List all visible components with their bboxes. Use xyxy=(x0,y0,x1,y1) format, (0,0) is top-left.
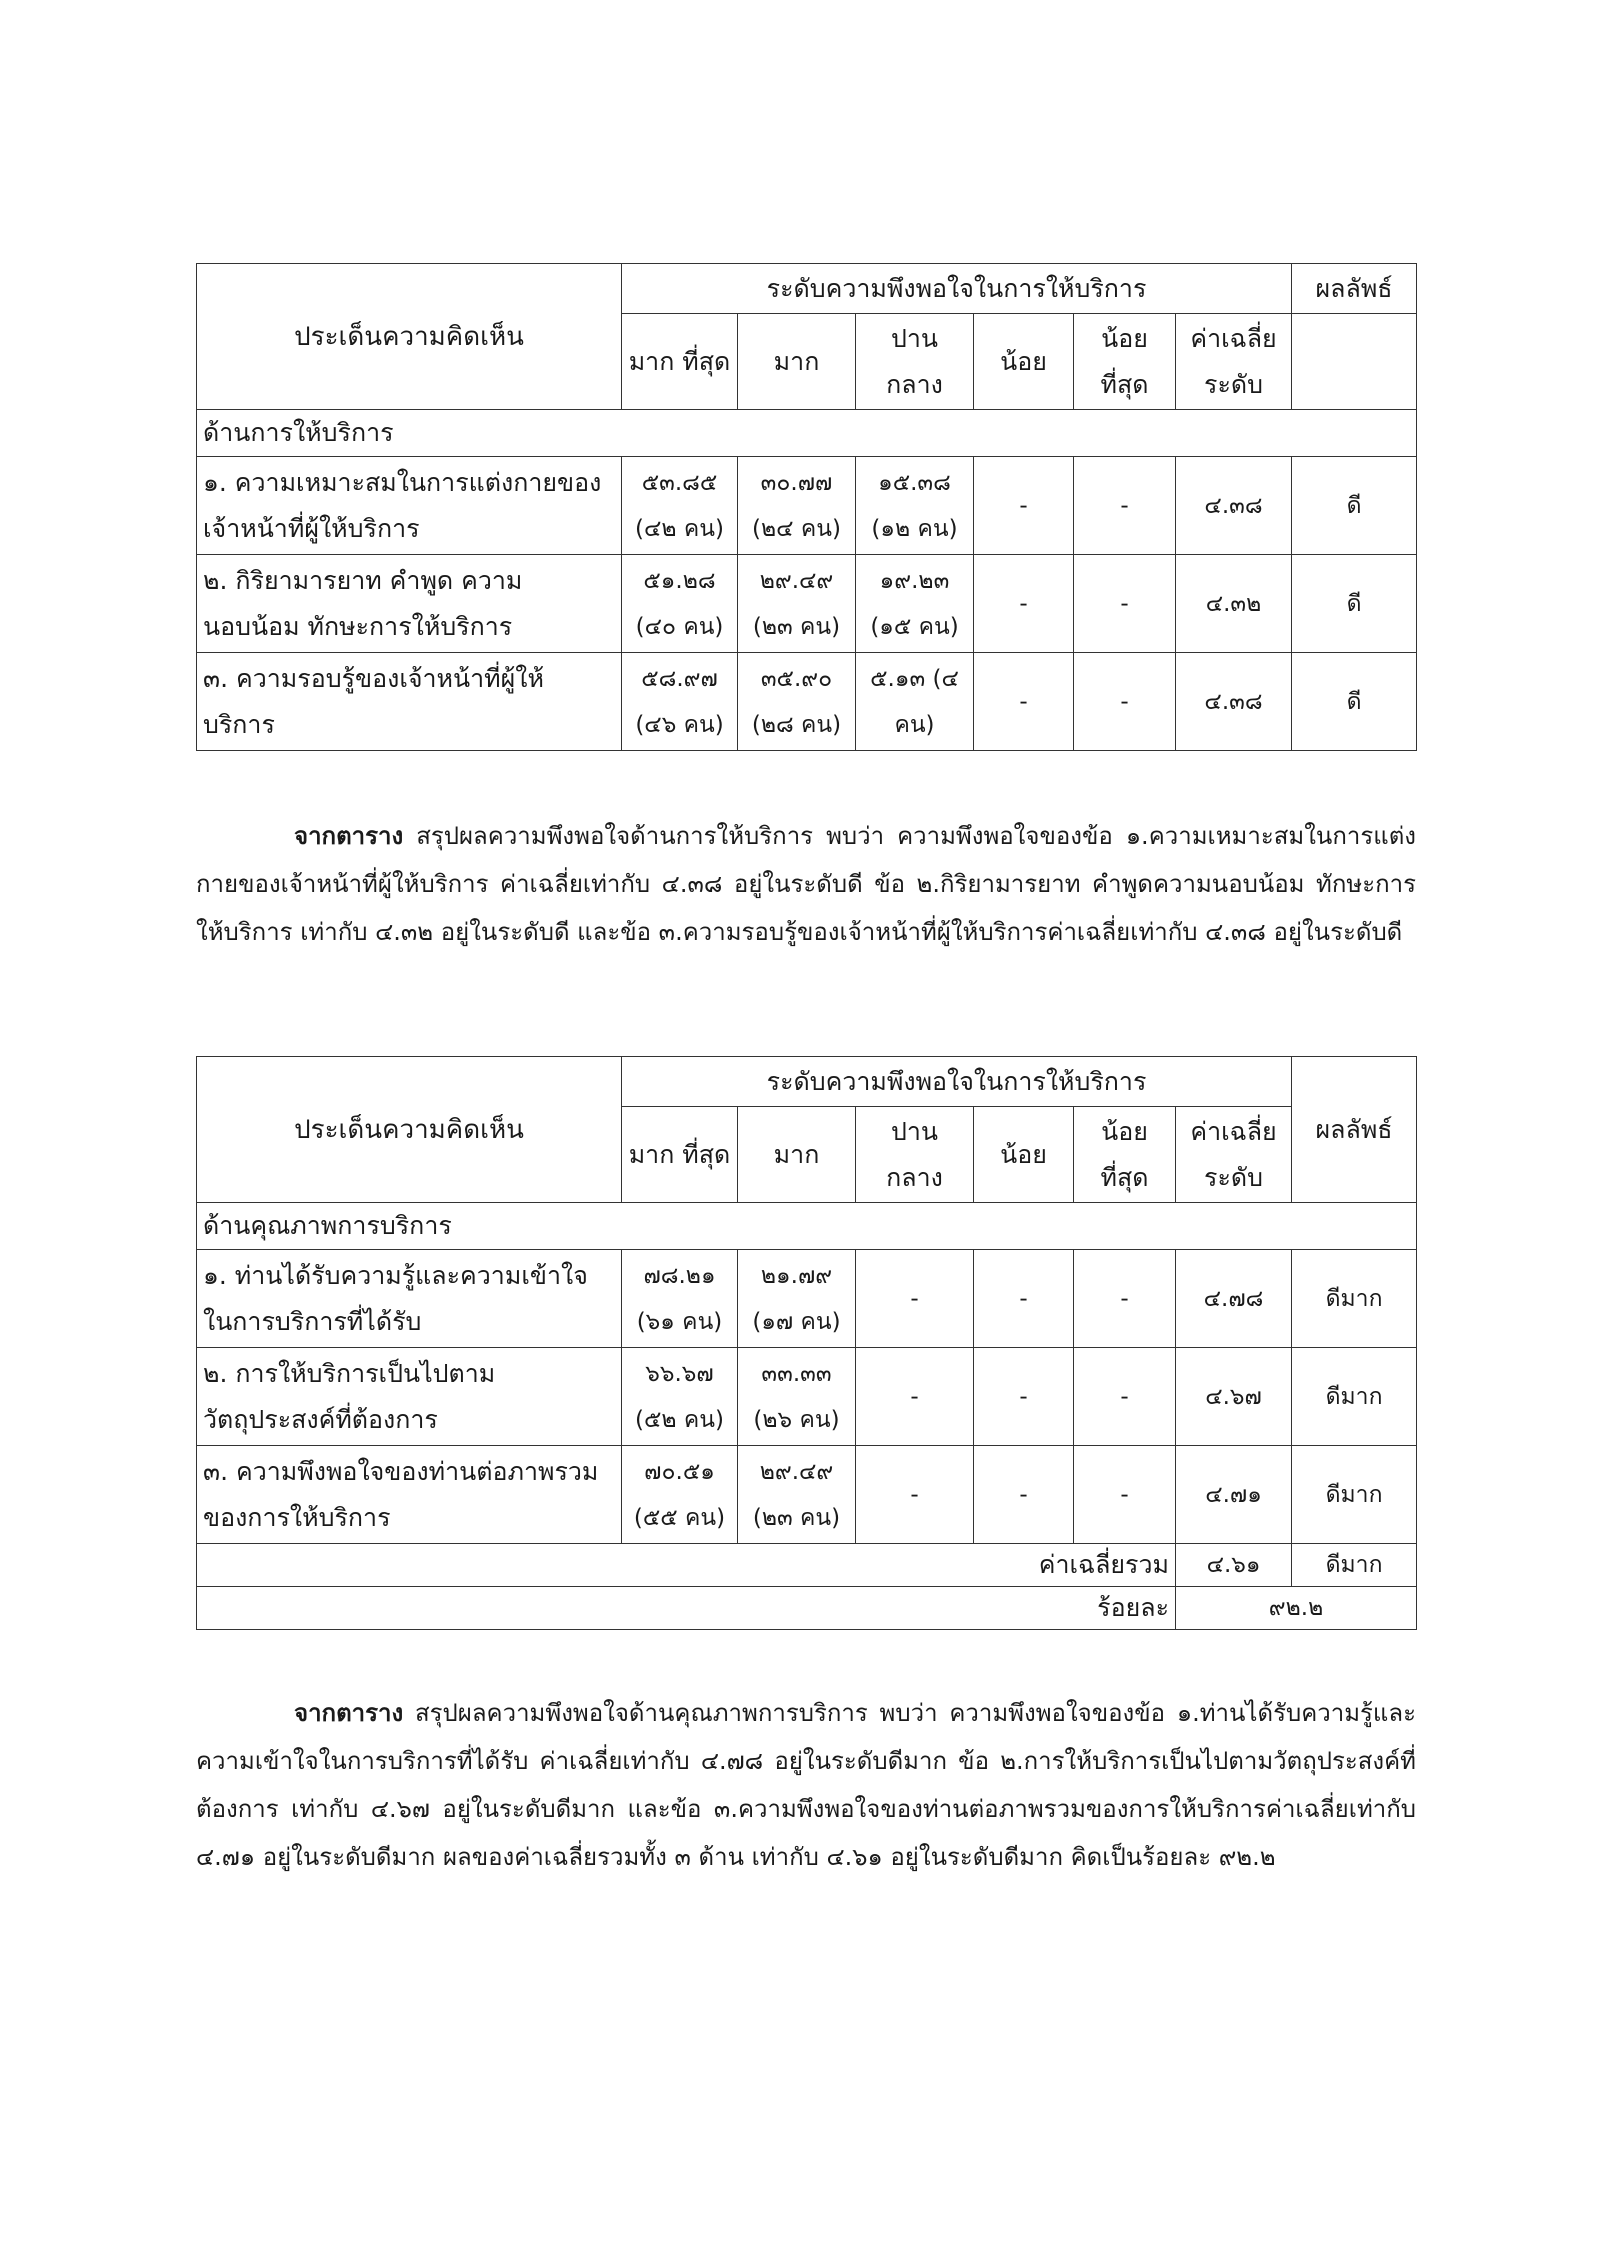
cell-result: ดีมาก xyxy=(1292,1446,1417,1544)
cell-much: ๓๕.๙๐ (๒๘ คน) xyxy=(738,653,856,751)
cell-average: ๔.๗๑ xyxy=(1176,1446,1292,1544)
cell-much: ๒๑.๗๙ (๑๗ คน) xyxy=(738,1250,856,1348)
table-row xyxy=(197,1348,1417,1446)
satisfaction-level-header: ระดับความพึงพอใจในการให้บริการ xyxy=(622,264,1292,314)
header-least: น้อย ที่สุด xyxy=(1074,1107,1176,1203)
result-header-blank xyxy=(1292,314,1417,410)
cell-most: ๗๘.๒๑ (๖๑ คน) xyxy=(622,1250,738,1348)
header-little: น้อย xyxy=(974,314,1074,410)
cell-much: ๒๙.๔๙ (๒๓ คน) xyxy=(738,1446,856,1544)
cell-average: ๔.๗๘ xyxy=(1176,1250,1292,1348)
row-item-label: ๒. กิริยามารยาท คำพูด ความนอบน้อม ทักษะการให้บริการ xyxy=(197,555,622,653)
header-average-level: ค่าเฉลี่ย ระดับ xyxy=(1176,1107,1292,1203)
cell-much: ๒๙.๔๙ (๒๓ คน) xyxy=(738,555,856,653)
table-row xyxy=(197,555,1417,653)
header-most: มาก ที่สุด xyxy=(622,314,738,410)
overall-average-value: ๔.๖๑ xyxy=(1176,1544,1292,1587)
header-moderate: ปาน กลาง xyxy=(856,1107,974,1203)
cell-least: - xyxy=(1074,1250,1176,1348)
cell-most: ๖๖.๖๗ (๕๒ คน) xyxy=(622,1348,738,1446)
cell-least: - xyxy=(1074,555,1176,653)
percentage-label: ร้อยละ xyxy=(197,1587,1176,1630)
result-header: ผลลัพธ์ xyxy=(1292,264,1417,314)
cell-much: ๓๐.๗๗ (๒๔ คน) xyxy=(738,457,856,555)
header-much: มาก xyxy=(738,1107,856,1203)
section-title: ด้านคุณภาพการบริการ xyxy=(197,1203,1417,1250)
row-item-label: ๓. ความรอบรู้ของเจ้าหน้าที่ผู้ให้บริการ xyxy=(197,653,622,751)
cell-little: - xyxy=(974,555,1074,653)
cell-least: - xyxy=(1074,1348,1176,1446)
percentage-value: ๙๒.๒ xyxy=(1176,1587,1417,1630)
header-most: มาก ที่สุด xyxy=(622,1107,738,1203)
section-title: ด้านการให้บริการ xyxy=(197,410,1417,457)
overall-average-label: ค่าเฉลี่ยรวม xyxy=(197,1544,1176,1587)
satisfaction-level-header: ระดับความพึงพอใจในการให้บริการ xyxy=(622,1057,1292,1107)
cell-moderate: ๑๕.๓๘ (๑๒ คน) xyxy=(856,457,974,555)
cell-result: ดีมาก xyxy=(1292,1250,1417,1348)
cell-result: ดี xyxy=(1292,555,1417,653)
cell-result: ดี xyxy=(1292,653,1417,751)
cell-moderate: - xyxy=(856,1446,974,1544)
cell-average: ๔.๓๘ xyxy=(1176,457,1292,555)
cell-moderate: - xyxy=(856,1250,974,1348)
paragraph-text: สรุปผลความพึงพอใจด้านคุณภาพการบริการ พบว่า ความพึงพอใจของข้อ ๑.ท่านได้รับความรู้และความเข้าใจในการบริการที่ได้รับ ค่าเฉลี่ยเท่ากับ ๔.๗๘ อยู่ในระดับดีมาก ข้อ ๒.การให้บริการเป็นไปตามวัตถุประสงค์ที่ต้องการ เท่ากับ ๔.๖๗ อยู่ในระดับดีมาก และข้อ ๓.ความพึงพอใจของท่านต่อภาพรวมของการให้บริการค่าเฉลี่ยเท่ากับ ๔.๗๑ อยู่ในระดับดีมาก ผลของค่าเฉลี่ยรวมทั้ง ๓ ด้าน เท่ากับ ๔.๖๑ อยู่ในระดับดีมาก คิดเป็นร้อยละ ๙๒.๒ xyxy=(196,1699,1416,1871)
cell-little: - xyxy=(974,653,1074,751)
cell-moderate: - xyxy=(856,1348,974,1446)
cell-least: - xyxy=(1074,1446,1176,1544)
paragraph-text: สรุปผลความพึงพอใจด้านการให้บริการ พบว่า ความพึงพอใจของข้อ ๑.ความเหมาะสมในการแต่งกายของเจ้าหน้าที่ผู้ให้บริการ ค่าเฉลี่ยเท่ากับ ๔.๓๘ อยู่ในระดับดี ข้อ ๒.กิริยามารยาท คำพูดความนอบน้อม ทักษะการให้บริการ เท่ากับ ๔.๓๒ อยู่ในระดับดี และข้อ ๓.ความรอบรู้ของเจ้าหน้าที่ผู้ให้บริการค่าเฉลี่ยเท่ากับ ๔.๓๘ อยู่ในระดับดี xyxy=(196,822,1416,946)
row-item-label: ๑. ท่านได้รับความรู้และความเข้าใจในการบริการที่ได้รับ xyxy=(197,1250,622,1348)
row-item-label: ๓. ความพึงพอใจของท่านต่อภาพรวมของการให้บริการ xyxy=(197,1446,622,1544)
paragraph-lead: จากตาราง xyxy=(294,1699,404,1727)
cell-little: - xyxy=(974,457,1074,555)
table-row xyxy=(197,1446,1417,1544)
row-item-label: ๑. ความเหมาะสมในการแต่งกายของเจ้าหน้าที่ผู้ให้บริการ xyxy=(197,457,622,555)
cell-moderate: ๑๙.๒๓ (๑๕ คน) xyxy=(856,555,974,653)
cell-little: - xyxy=(974,1446,1074,1544)
cell-most: ๕๘.๙๗ (๔๖ คน) xyxy=(622,653,738,751)
table-row xyxy=(197,457,1417,555)
satisfaction-table-service xyxy=(196,263,1417,751)
header-little: น้อย xyxy=(974,1107,1074,1203)
cell-much: ๓๓.๓๓ (๒๖ คน) xyxy=(738,1348,856,1446)
cell-moderate: ๕.๑๓ (๔ คน) xyxy=(856,653,974,751)
cell-average: ๔.๓๒ xyxy=(1176,555,1292,653)
result-header: ผลลัพธ์ xyxy=(1292,1057,1417,1203)
table-row xyxy=(197,1250,1417,1348)
col-topic-header: ประเด็นความคิดเห็น xyxy=(197,264,622,410)
cell-most: ๗๐.๕๑ (๕๕ คน) xyxy=(622,1446,738,1544)
cell-average: ๔.๖๗ xyxy=(1176,1348,1292,1446)
cell-result: ดีมาก xyxy=(1292,1348,1417,1446)
header-much: มาก xyxy=(738,314,856,410)
cell-little: - xyxy=(974,1250,1074,1348)
header-least: น้อย ที่สุด xyxy=(1074,314,1176,410)
summary-paragraph-quality xyxy=(196,1689,1416,1881)
cell-least: - xyxy=(1074,457,1176,555)
overall-average-result: ดีมาก xyxy=(1292,1544,1417,1587)
cell-least: - xyxy=(1074,653,1176,751)
paragraph-lead: จากตาราง xyxy=(294,822,404,850)
table-row xyxy=(197,653,1417,751)
cell-result: ดี xyxy=(1292,457,1417,555)
satisfaction-table-quality xyxy=(196,1056,1417,1630)
cell-most: ๕๑.๒๘ (๔๐ คน) xyxy=(622,555,738,653)
header-average-level: ค่าเฉลี่ย ระดับ xyxy=(1176,314,1292,410)
summary-paragraph-service xyxy=(196,812,1416,956)
cell-little: - xyxy=(974,1348,1074,1446)
row-item-label: ๒. การให้บริการเป็นไปตามวัตถุประสงค์ที่ต้องการ xyxy=(197,1348,622,1446)
cell-average: ๔.๓๘ xyxy=(1176,653,1292,751)
col-topic-header: ประเด็นความคิดเห็น xyxy=(197,1057,622,1203)
header-moderate: ปาน กลาง xyxy=(856,314,974,410)
cell-most: ๕๓.๘๕ (๔๒ คน) xyxy=(622,457,738,555)
